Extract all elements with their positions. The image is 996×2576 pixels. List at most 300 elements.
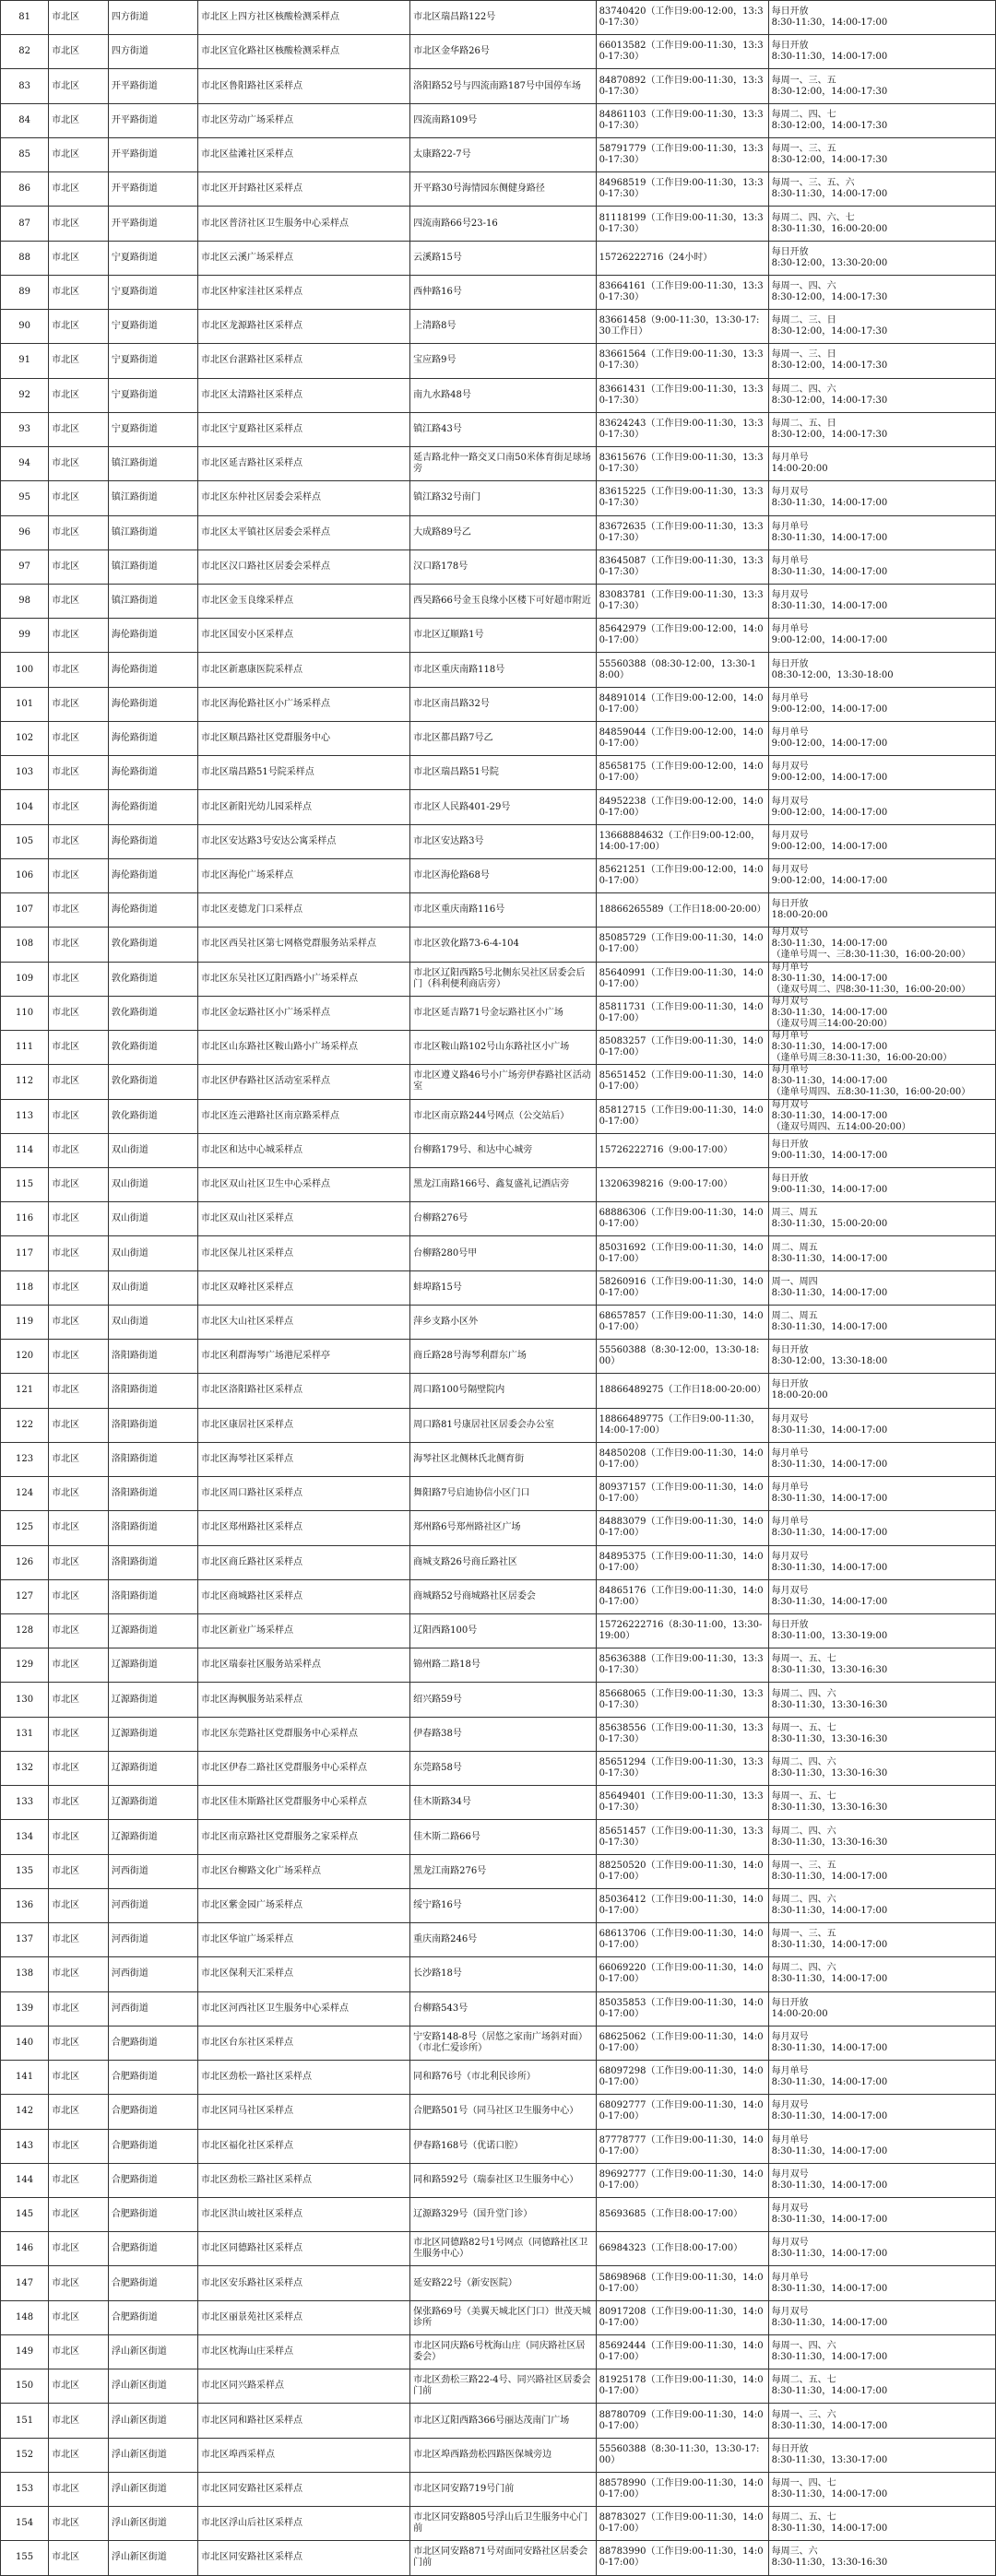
address-cell: 市北区金华路26号 (410, 35, 596, 69)
street-cell: 海伦路街道 (108, 721, 197, 755)
phone-cell: 83661431（工作日9:00-11:30，13:30-17:30） (596, 378, 768, 412)
phone-cell: 83624243（工作日9:00-11:30，13:30-17:30） (596, 412, 768, 446)
phone-cell: 84850208（工作日9:00-11:30，14:00-17:00） (596, 1442, 768, 1476)
district-cell: 市北区 (49, 2507, 109, 2541)
hours-cell: 每周二、四、六、七 8:30-11:30，16:00-20:00 (768, 207, 995, 241)
phone-cell: 88578990（工作日9:00-11:30，14:00-17:00） (596, 2472, 768, 2506)
table-row (1, 1408, 996, 1442)
row-number: 101 (1, 687, 49, 721)
hours-cell: 每月单号 8:30-11:30，14:00-17:00 （逢双号周二、四8:30-11:30，16:00-20:00） (768, 962, 995, 996)
site-name-cell: 市北区丽景苑社区采样点 (197, 2300, 409, 2334)
address-cell: 市北区敦化路73-6-4-104 (410, 928, 596, 962)
district-cell: 市北区 (49, 447, 109, 481)
address-cell: 辽阳西路100号 (410, 1614, 596, 1648)
address-cell: 萍乡支路小区外 (410, 1305, 596, 1339)
table-row (1, 2507, 996, 2541)
hours-cell: 每日开放 8:30-11:30，13:30-17:00 (768, 2438, 995, 2472)
site-name-cell: 市北区太平镇社区居委会采样点 (197, 515, 409, 549)
address-cell: 市北区同安路719号门前 (410, 2472, 596, 2506)
table-row (1, 2198, 996, 2232)
table-row (1, 858, 996, 892)
row-number: 85 (1, 137, 49, 171)
row-number: 123 (1, 1442, 49, 1476)
district-cell: 市北区 (49, 1683, 109, 1717)
table-row (1, 2404, 996, 2438)
site-name-cell: 市北区山东路社区鞍山路小广场采样点 (197, 1031, 409, 1065)
table-row (1, 35, 996, 69)
address-cell: 辽源路329号（国升堂门诊） (410, 2198, 596, 2232)
row-number: 148 (1, 2300, 49, 2334)
address-cell: 西吴路66号金玉良缘小区楼下可好超市附近 (410, 584, 596, 618)
hours-cell: 每月单号 8:30-11:30，14:00-17:00 （逢单号周四、五8:30-11:30，16:00-20:00） (768, 1065, 995, 1099)
phone-cell: 85692444（工作日9:00-11:30，14:00-17:00） (596, 2334, 768, 2369)
table-row (1, 1133, 996, 1167)
table-row (1, 824, 996, 858)
district-cell: 市北区 (49, 1065, 109, 1099)
street-cell: 敦化路街道 (108, 928, 197, 962)
hours-cell: 每周二、四、六 8:30-11:30，14:00-17:00 (768, 1888, 995, 1922)
row-number: 131 (1, 1717, 49, 1751)
row-number: 92 (1, 378, 49, 412)
hours-cell: 每周二、五、日 8:30-12:00，14:00-17:30 (768, 412, 995, 446)
hours-cell: 每周二、四、六 8:30-11:30，14:00-17:00 (768, 1957, 995, 1991)
row-number: 81 (1, 1, 49, 35)
site-name-cell: 市北区双山社区采样点 (197, 1202, 409, 1236)
street-cell: 镇江路街道 (108, 515, 197, 549)
district-cell: 市北区 (49, 619, 109, 653)
row-number: 82 (1, 35, 49, 69)
site-name-cell: 市北区同和路社区采样点 (197, 2404, 409, 2438)
hours-cell: 每周一、五、七 8:30-11:30，13:30-16:30 (768, 1717, 995, 1751)
address-cell: 镇江路43号 (410, 412, 596, 446)
table-row (1, 1202, 996, 1236)
district-cell: 市北区 (49, 344, 109, 378)
address-cell: 大成路89号乙 (410, 515, 596, 549)
phone-cell: 83661564（工作日9:00-11:30，13:30-17:30） (596, 344, 768, 378)
street-cell: 辽源路街道 (108, 1717, 197, 1751)
table-row (1, 69, 996, 103)
site-name-cell: 市北区新阳光幼儿园采样点 (197, 790, 409, 824)
district-cell: 市北区 (49, 2232, 109, 2266)
row-number: 140 (1, 2026, 49, 2060)
table-row (1, 412, 996, 446)
district-cell: 市北区 (49, 687, 109, 721)
table-row (1, 1717, 996, 1751)
table-row (1, 1442, 996, 1476)
row-number: 111 (1, 1031, 49, 1065)
table-row (1, 275, 996, 309)
site-name-cell: 市北区商城路社区采样点 (197, 1579, 409, 1613)
table-row (1, 1374, 996, 1408)
row-number: 87 (1, 207, 49, 241)
row-number: 84 (1, 103, 49, 137)
site-name-cell: 市北区伊春路社区活动室采样点 (197, 1065, 409, 1099)
site-name-cell: 市北区宜化路社区核酸检测采样点 (197, 35, 409, 69)
street-cell: 洛阳路街道 (108, 1374, 197, 1408)
district-cell: 市北区 (49, 2472, 109, 2506)
district-cell: 市北区 (49, 137, 109, 171)
row-number: 130 (1, 1683, 49, 1717)
row-number: 132 (1, 1751, 49, 1785)
site-name-cell: 市北区同兴路采样点 (197, 2369, 409, 2404)
hours-cell: 每周一、三、五、六 8:30-11:30，14:00-17:00 (768, 172, 995, 207)
phone-cell: 83661458（9:00-11:30，13:30-17:30工作日） (596, 310, 768, 344)
phone-cell: 15726222716（9:00-17:00） (596, 1133, 768, 1167)
phone-cell: 85651294（工作日9:00-11:30，13:30-17:30） (596, 1751, 768, 1785)
district-cell: 市北区 (49, 790, 109, 824)
street-cell: 河西街道 (108, 1991, 197, 2026)
table-row (1, 1236, 996, 1270)
hours-cell: 周二、周五 8:30-11:30，14:00-17:00 (768, 1305, 995, 1339)
address-cell: 市北区南京路244号网点（公交站后） (410, 1099, 596, 1133)
hours-cell: 每周一、四、六 8:30-12:00，14:00-17:30 (768, 275, 995, 309)
row-number: 146 (1, 2232, 49, 2266)
hours-cell: 每周一、五、七 8:30-11:30，13:30-16:30 (768, 1648, 995, 1683)
hours-cell: 每月双号 8:30-11:30，14:00-17:00 (768, 2026, 995, 2060)
district-cell: 市北区 (49, 1614, 109, 1648)
site-name-cell: 市北区连云港路社区南京路采样点 (197, 1099, 409, 1133)
district-cell: 市北区 (49, 1099, 109, 1133)
table-row (1, 928, 996, 962)
district-cell: 市北区 (49, 103, 109, 137)
row-number: 118 (1, 1270, 49, 1305)
site-name-cell: 市北区郑州路社区采样点 (197, 1511, 409, 1545)
address-cell: 洛阳路52号与四流南路187号中国停车场 (410, 69, 596, 103)
address-cell: 伊春路38号 (410, 1717, 596, 1751)
phone-cell: 85642979（工作日9:00-12:00，14:00-17:00） (596, 619, 768, 653)
address-cell: 市北区同安路805号浮山后卫生服务中心门前 (410, 2507, 596, 2541)
site-name-cell: 市北区洪山坡社区采样点 (197, 2198, 409, 2232)
phone-cell: 83740420（工作日9:00-12:00，13:30-17:30） (596, 1, 768, 35)
address-cell: 太康路22-7号 (410, 137, 596, 171)
table-row (1, 103, 996, 137)
address-cell: 市北区重庆南路118号 (410, 653, 596, 687)
row-number: 142 (1, 2095, 49, 2129)
table-row (1, 1065, 996, 1099)
site-name-cell: 市北区汉口路社区居委会采样点 (197, 549, 409, 584)
hours-cell: 每周一、四、六 8:30-11:30，14:00-17:00 (768, 2334, 995, 2369)
phone-cell: 58698968（工作日9:00-11:30，14:00-17:00） (596, 2266, 768, 2300)
row-number: 83 (1, 69, 49, 103)
phone-cell: 85083257（工作日9:00-11:30，14:00-17:00） (596, 1031, 768, 1065)
table-row (1, 687, 996, 721)
address-cell: 市北区埠西路劲松四路医保城旁边 (410, 2438, 596, 2472)
district-cell: 市北区 (49, 2095, 109, 2129)
site-name-cell: 市北区伊春二路社区党群服务中心采样点 (197, 1751, 409, 1785)
row-number: 154 (1, 2507, 49, 2541)
site-name-cell: 市北区康居社区采样点 (197, 1408, 409, 1442)
address-cell: 台柳路543号 (410, 1991, 596, 2026)
hours-cell: 每月单号 14:00-20:00 (768, 447, 995, 481)
phone-cell: 85649401（工作日9:00-11:30，13:30-17:30） (596, 1786, 768, 1820)
phone-cell: 18866265589（工作日18:00-20:00） (596, 893, 768, 928)
phone-cell: 85693685（工作日8:00-17:00） (596, 2198, 768, 2232)
table-row (1, 1340, 996, 1374)
district-cell: 市北区 (49, 1442, 109, 1476)
phone-cell: 84861103（工作日9:00-11:30，13:30-17:30） (596, 103, 768, 137)
row-number: 112 (1, 1065, 49, 1099)
table-row (1, 2061, 996, 2095)
hours-cell: 每月双号 8:30-11:30，14:00-17:00 (768, 1545, 995, 1579)
phone-cell: 68097298（工作日9:00-11:30，14:00-17:00） (596, 2061, 768, 2095)
hours-cell: 每月双号 8:30-11:30，14:00-17:00 （逢单号周一、三8:30-11:30，16:00-20:00） (768, 928, 995, 962)
district-cell: 市北区 (49, 1305, 109, 1339)
phone-cell: 87778777（工作日9:00-11:30，14:00-17:00） (596, 2129, 768, 2163)
street-cell: 海伦路街道 (108, 790, 197, 824)
site-name-cell: 市北区海伦路社区小广场采样点 (197, 687, 409, 721)
address-cell: 同和路76号（市北利民诊所） (410, 2061, 596, 2095)
hours-cell: 每月单号 8:30-11:30，14:00-17:00 (768, 515, 995, 549)
hours-cell: 每日开放 8:30-11:30，14:00-17:00 (768, 35, 995, 69)
table-row (1, 481, 996, 515)
site-name-cell: 市北区仲家洼社区采样点 (197, 275, 409, 309)
street-cell: 合肥路街道 (108, 2163, 197, 2197)
row-number: 89 (1, 275, 49, 309)
street-cell: 镇江路街道 (108, 447, 197, 481)
address-cell: 上清路8号 (410, 310, 596, 344)
site-name-cell: 市北区鲁阳路社区采样点 (197, 69, 409, 103)
street-cell: 海伦路街道 (108, 824, 197, 858)
phone-cell: 84859044（工作日9:00-12:00，14:00-17:00） (596, 721, 768, 755)
hours-cell: 每日开放 8:30-11:30，14:00-17:00 (768, 1, 995, 35)
site-name-cell: 市北区普济社区卫生服务中心采样点 (197, 207, 409, 241)
table-row (1, 1477, 996, 1511)
row-number: 124 (1, 1477, 49, 1511)
street-cell: 合肥路街道 (108, 2061, 197, 2095)
hours-cell: 每周二、四、六 8:30-12:00，14:00-17:30 (768, 378, 995, 412)
site-name-cell: 市北区金玉良缘采样点 (197, 584, 409, 618)
phone-cell: 85658175（工作日9:00-12:00，14:00-17:00） (596, 756, 768, 790)
street-cell: 河西街道 (108, 1854, 197, 1888)
hours-cell: 每月单号 8:30-11:30，14:00-17:00 (768, 2061, 995, 2095)
table-row (1, 619, 996, 653)
street-cell: 开平路街道 (108, 103, 197, 137)
site-name-cell: 市北区新业广场采样点 (197, 1614, 409, 1648)
street-cell: 宁夏路街道 (108, 378, 197, 412)
street-cell: 浮山新区街道 (108, 2369, 197, 2404)
row-number: 137 (1, 1923, 49, 1957)
street-cell: 双山街道 (108, 1270, 197, 1305)
street-cell: 辽源路街道 (108, 1820, 197, 1854)
street-cell: 四方街道 (108, 35, 197, 69)
hours-cell: 每周二、四、七 8:30-12:00，14:00-17:30 (768, 103, 995, 137)
row-number: 88 (1, 241, 49, 275)
address-cell: 同和路592号（瑞泰社区卫生服务中心） (410, 2163, 596, 2197)
row-number: 106 (1, 858, 49, 892)
table-row (1, 756, 996, 790)
address-cell: 伊春路168号（优诺口腔） (410, 2129, 596, 2163)
site-name-cell: 市北区同安路社区采样点 (197, 2541, 409, 2575)
district-cell: 市北区 (49, 1133, 109, 1167)
phone-cell: 85640991（工作日9:00-11:30，14:00-17:00） (596, 962, 768, 996)
street-cell: 海伦路街道 (108, 756, 197, 790)
row-number: 141 (1, 2061, 49, 2095)
district-cell: 市北区 (49, 1579, 109, 1613)
hours-cell: 每月双号 8:30-11:30，14:00-17:00 (768, 2163, 995, 2197)
address-cell: 黑龙江南路276号 (410, 1854, 596, 1888)
row-number: 114 (1, 1133, 49, 1167)
phone-cell: 80917208（工作日9:00-11:30，14:00-17:00） (596, 2300, 768, 2334)
street-cell: 合肥路街道 (108, 2129, 197, 2163)
phone-cell: 88783027（工作日9:00-11:30，14:00-17:00） (596, 2507, 768, 2541)
street-cell: 宁夏路街道 (108, 344, 197, 378)
address-cell: 市北区遵义路46号小广场旁伊春路社区活动室 (410, 1065, 596, 1099)
street-cell: 双山街道 (108, 1133, 197, 1167)
row-number: 96 (1, 515, 49, 549)
street-cell: 双山街道 (108, 1167, 197, 1201)
hours-cell: 每周二、五、七 8:30-11:30，14:00-17:00 (768, 2507, 995, 2541)
address-cell: 市北区劲松三路22-4号、同兴路社区居委会门前 (410, 2369, 596, 2404)
phone-cell: 58791779（工作日9:00-11:30，13:30-17:30） (596, 137, 768, 171)
row-number: 113 (1, 1099, 49, 1133)
row-number: 145 (1, 2198, 49, 2232)
row-number: 138 (1, 1957, 49, 1991)
phone-cell: 55560388（8:30-11:30，13:30-17:00） (596, 2438, 768, 2472)
row-number: 97 (1, 549, 49, 584)
table-row (1, 2266, 996, 2300)
table-row (1, 2300, 996, 2334)
row-number: 103 (1, 756, 49, 790)
phone-cell: 83083781（工作日9:00-11:30，13:30-17:30） (596, 584, 768, 618)
hours-cell: 每日开放 18:00-20:00 (768, 893, 995, 928)
street-cell: 双山街道 (108, 1305, 197, 1339)
address-cell: 市北区辽阳西路366号丽达茂南门广场 (410, 2404, 596, 2438)
table-row (1, 1683, 996, 1717)
row-number: 98 (1, 584, 49, 618)
table-row (1, 2438, 996, 2472)
district-cell: 市北区 (49, 2438, 109, 2472)
hours-cell: 每日开放 18:00-20:00 (768, 1374, 995, 1408)
hours-cell: 每周二、四、六 8:30-11:30，13:30-16:30 (768, 1683, 995, 1717)
district-cell: 市北区 (49, 2404, 109, 2438)
district-cell: 市北区 (49, 1031, 109, 1065)
phone-cell: 84865176（工作日9:00-11:30，14:00-17:00） (596, 1579, 768, 1613)
site-name-cell: 市北区上四方社区核酸检测采样点 (197, 1, 409, 35)
district-cell: 市北区 (49, 1167, 109, 1201)
phone-cell: 18866489275（工作日18:00-20:00） (596, 1374, 768, 1408)
row-number: 125 (1, 1511, 49, 1545)
phone-cell: 81118199（工作日9:00-11:30，13:30-17:30） (596, 207, 768, 241)
row-number: 152 (1, 2438, 49, 2472)
phone-cell: 55560388（8:30-12:00，13:30-18:00） (596, 1340, 768, 1374)
hours-cell: 每月单号 9:00-12:00，14:00-17:00 (768, 721, 995, 755)
address-cell: 南九水路48号 (410, 378, 596, 412)
hours-cell: 每周一、三、五 8:30-12:00，14:00-17:30 (768, 137, 995, 171)
site-name-cell: 市北区安乐路社区采样点 (197, 2266, 409, 2300)
street-cell: 镇江路街道 (108, 481, 197, 515)
address-cell: 市北区辽阳西路5号北侧东吴社区居委会后门（科利便利商店旁） (410, 962, 596, 996)
row-number: 104 (1, 790, 49, 824)
site-name-cell: 市北区东吴社区辽阳西路小广场采样点 (197, 962, 409, 996)
phone-cell: 83615676（工作日9:00-11:30，13:30-17:30） (596, 447, 768, 481)
address-cell: 绍兴路59号 (410, 1683, 596, 1717)
site-name-cell: 市北区延吉路社区采样点 (197, 447, 409, 481)
hours-cell: 每月单号 8:30-11:30，14:00-17:00 (768, 2266, 995, 2300)
district-cell: 市北区 (49, 1820, 109, 1854)
phone-cell: 66013582（工作日9:00-11:30，13:30-17:30） (596, 35, 768, 69)
hours-cell: 每周二、三、日 8:30-12:00，14:00-17:30 (768, 310, 995, 344)
hours-cell: 每月单号 8:30-11:30，14:00-17:00 (768, 1442, 995, 1476)
row-number: 134 (1, 1820, 49, 1854)
site-name-cell: 市北区和达中心城采样点 (197, 1133, 409, 1167)
site-name-cell: 市北区海伦广场采样点 (197, 858, 409, 892)
site-name-cell: 市北区商丘路社区采样点 (197, 1545, 409, 1579)
hours-cell: 每日开放 08:30-12:00，13:30-18:00 (768, 653, 995, 687)
site-name-cell: 市北区瑞昌路51号院采样点 (197, 756, 409, 790)
site-name-cell: 市北区劲松一路社区采样点 (197, 2061, 409, 2095)
row-number: 121 (1, 1374, 49, 1408)
row-number: 94 (1, 447, 49, 481)
address-cell: 市北区南昌路32号 (410, 687, 596, 721)
site-name-cell: 市北区同德路社区采样点 (197, 2232, 409, 2266)
site-name-cell: 市北区劲松三路社区采样点 (197, 2163, 409, 2197)
table-row (1, 996, 996, 1030)
hours-cell: 每月单号 9:00-12:00，14:00-17:00 (768, 619, 995, 653)
district-cell: 市北区 (49, 481, 109, 515)
street-cell: 四方街道 (108, 1, 197, 35)
street-cell: 宁夏路街道 (108, 241, 197, 275)
row-number: 120 (1, 1340, 49, 1374)
phone-cell: 85035853（工作日9:00-11:30，14:00-17:00） (596, 1991, 768, 2026)
table-row (1, 1579, 996, 1613)
district-cell: 市北区 (49, 241, 109, 275)
hours-cell: 每月单号 8:30-11:30，14:00-17:00 (768, 2129, 995, 2163)
district-cell: 市北区 (49, 2300, 109, 2334)
street-cell: 敦化路街道 (108, 962, 197, 996)
street-cell: 开平路街道 (108, 172, 197, 207)
hours-cell: 每月双号 8:30-11:30，14:00-17:00 (768, 1408, 995, 1442)
phone-cell: 85668065（工作日9:00-11:30，13:30-17:30） (596, 1683, 768, 1717)
address-cell: 市北区瑞昌路122号 (410, 1, 596, 35)
table-row (1, 1031, 996, 1065)
site-name-cell: 市北区洛阳路社区采样点 (197, 1374, 409, 1408)
street-cell: 辽源路街道 (108, 1786, 197, 1820)
site-name-cell: 市北区劳动广场采样点 (197, 103, 409, 137)
table-row (1, 1957, 996, 1991)
table-row (1, 137, 996, 171)
phone-cell: 85651452（工作日9:00-11:30，14:00-17:00） (596, 1065, 768, 1099)
district-cell: 市北区 (49, 310, 109, 344)
street-cell: 辽源路街道 (108, 1648, 197, 1683)
phone-cell: 85636388（工作日9:00-11:30，13:30-17:30） (596, 1648, 768, 1683)
row-number: 108 (1, 928, 49, 962)
phone-cell: 84870892（工作日9:00-11:30，13:30-17:30） (596, 69, 768, 103)
address-cell: 台柳路280号甲 (410, 1236, 596, 1270)
address-cell: 西仲路16号 (410, 275, 596, 309)
street-cell: 浮山新区街道 (108, 2404, 197, 2438)
hours-cell: 每周一、四、七 8:30-11:30，14:00-17:00 (768, 2472, 995, 2506)
district-cell: 市北区 (49, 1717, 109, 1751)
phone-cell: 13206398216（9:00-17:00） (596, 1167, 768, 1201)
site-name-cell: 市北区埠西采样点 (197, 2438, 409, 2472)
phone-cell: 13668884632（工作日9:00-12:00，14:00-17:00） (596, 824, 768, 858)
hours-cell: 每月单号 8:30-11:30，14:00-17:00 （逢单号周三8:30-11:30，16:00-20:00） (768, 1031, 995, 1065)
street-cell: 开平路街道 (108, 69, 197, 103)
site-name-cell: 市北区紫金园广场采样点 (197, 1888, 409, 1922)
street-cell: 合肥路街道 (108, 2198, 197, 2232)
phone-cell: 85812715（工作日9:00-11:30，14:00-17:00） (596, 1099, 768, 1133)
address-cell: 商丘路28号海琴利群东广场 (410, 1340, 596, 1374)
street-cell: 海伦路街道 (108, 619, 197, 653)
table-row (1, 2232, 996, 2266)
hours-cell: 每月双号 9:00-12:00，14:00-17:00 (768, 824, 995, 858)
table-row (1, 1, 996, 35)
phone-cell: 84891014（工作日9:00-12:00，14:00-17:00） (596, 687, 768, 721)
row-number: 122 (1, 1408, 49, 1442)
street-cell: 河西街道 (108, 1957, 197, 1991)
phone-cell: 84883079（工作日9:00-11:30，14:00-17:00） (596, 1511, 768, 1545)
district-cell: 市北区 (49, 1648, 109, 1683)
